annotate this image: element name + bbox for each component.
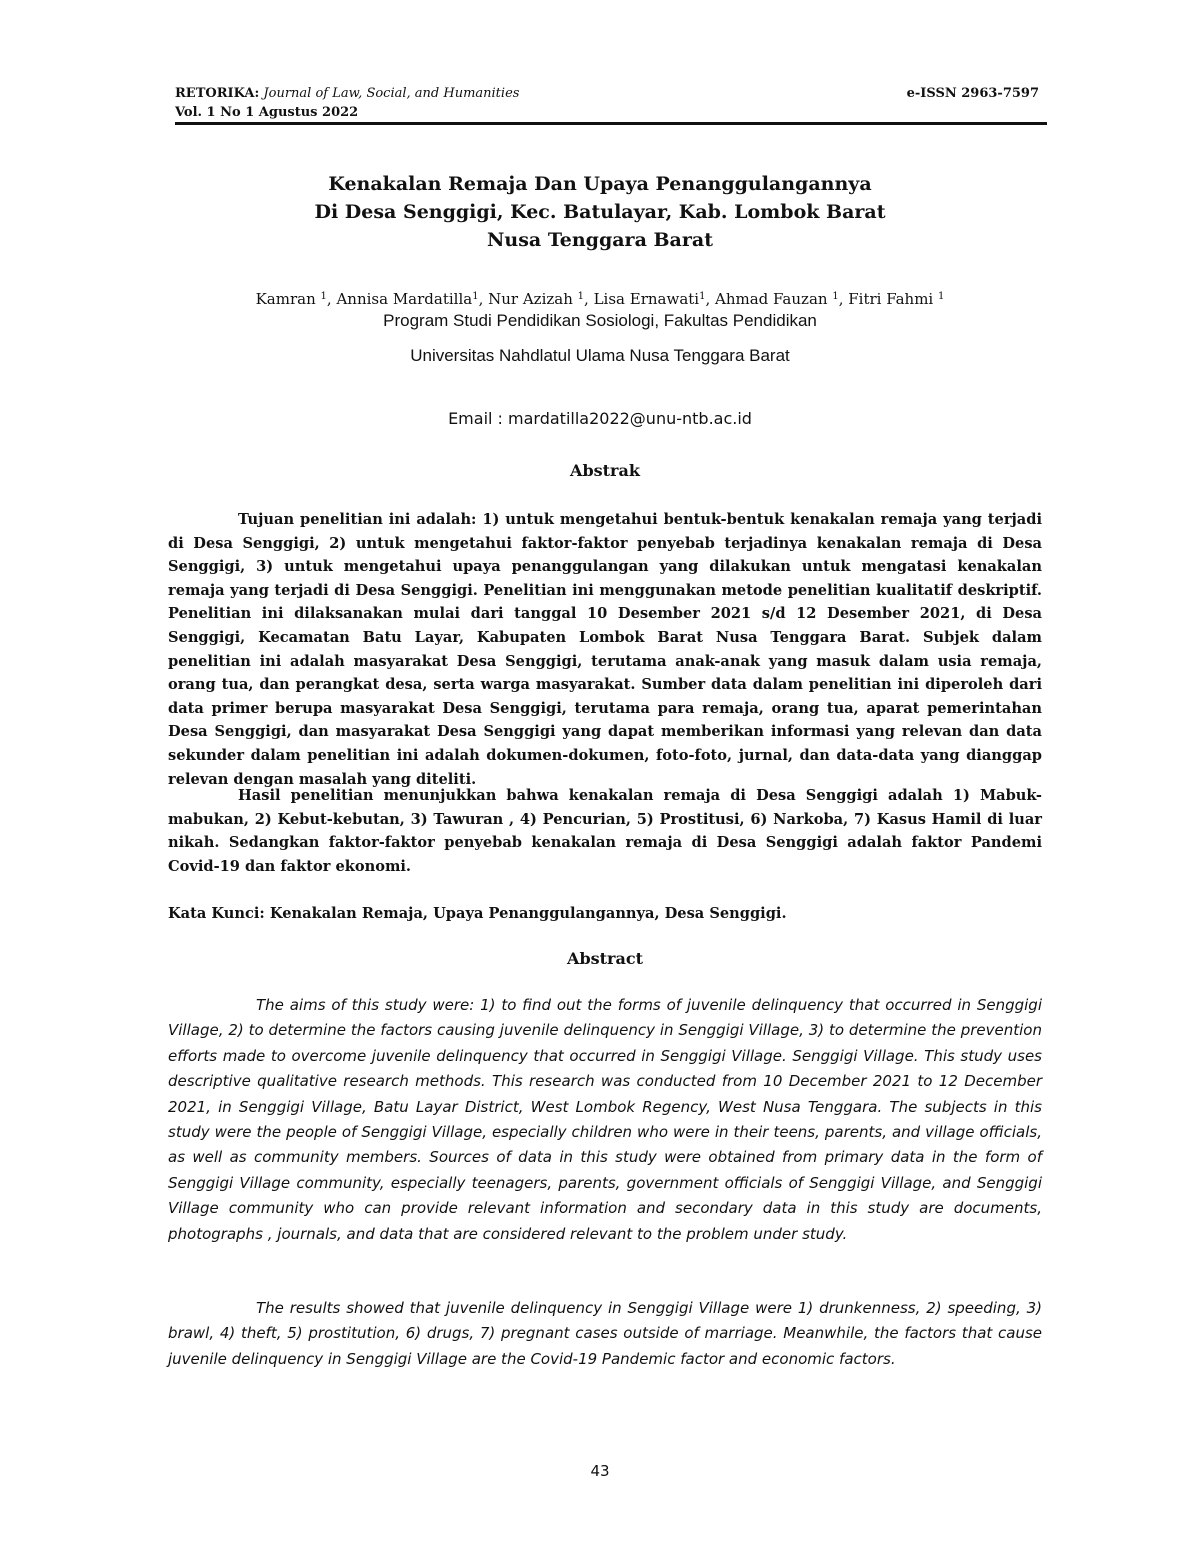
abstract-paragraph-1: The aims of this study were: 1) to find out the forms of juvenile delinquency that occurred in Senggigi Village, 2) to determine the factors causing juvenile delinquency in Senggigi Village, 3) to determine the prevention efforts made to overcome juvenile delinquency that occurred in Senggigi Village. Senggigi Village. This study uses descriptive qualitative research methods. This research was conducted from 10 December 2021 to 12 December 2021, in Senggigi Village, Batu Layar District, West Lombok Regency, West Nusa Tenggara. The subjects in this study were the people of Senggigi Village, especially children who were in their teens, parents, and village officials, as well as community members. Sources of data in this study were obtained from primary data in the form of Senggigi Village community, especially teenagers, parents, government officials of Senggigi Village, and Senggigi Village community who can provide relevant information and secondary data in this study are documents, photographs , journals, and data that are considered relevant to the problem under study.	[168, 996, 1042, 1243]
author: Annisa Mardatilla$^1$	[336, 290, 479, 308]
title-line-1: Kenakalan Remaja Dan Upaya Penanggulangannya	[328, 173, 872, 195]
author-list: Kamran $^1$, Annisa Mardatilla$^1$, Nur Azizah $^1$, Lisa Ernawati$^1$, Ahmad Fauzan $^1$, Fitri Fahmi $^1$	[255, 290, 945, 308]
author: Ahmad Fauzan $^1$	[715, 290, 839, 308]
abstrak-paragraph-1: Tujuan penelitian ini adalah: 1) untuk mengetahui bentuk-bentuk kenakalan remaja yang terjadi di Desa Senggigi, 2) untuk mengetahui faktor-faktor penyebab terjadinya kenakalan remaja di Desa Senggigi, 3) untuk mengetahui upaya penanggulangan yang dilakukan untuk mengatasi kenakalan remaja yang terjadi di Desa Senggigi. Penelitian ini menggunakan metode penelitian kualitatif deskriptif. Penelitian ini dilaksanakan mulai dari tanggal 10 Desember 2021 s/d 12 Desember 2021, di Desa Senggigi, Kecamatan Batu Layar, Kabupaten Lombok Barat Nusa Tenggara Barat. Subjek dalam penelitian ini adalah masyarakat Desa Senggigi, terutama anak-anak yang masuk dalam usia remaja, orang tua, dan perangkat desa, serta warga masyarakat. Sumber data dalam penelitian ini diperoleh dari data primer berupa masyarakat Desa Senggigi, terutama para remaja, orang tua, aparat pemerintahan Desa Senggigi, dan masyarakat Desa Senggigi yang dapat memberikan informasi yang relevan dan data sekunder dalam penelitian ini adalah dokumen-dokumen, foto-foto, jurnal, dan data-data yang dianggap relevan dengan masalah yang diteliti.	[168, 511, 1042, 788]
contact-email: Email : mardatilla2022@unu-ntb.ac.id	[448, 409, 752, 428]
abstract-paragraph-2: The results showed that juvenile delinquency in Senggigi Village were 1) drunkenness, 2) speeding, 3) brawl, 4) theft, 5) prostitution, 6) drugs, 7) pregnant cases outside of marriage. Meanwhile, the factors that cause juvenile delinquency in Senggigi Village are the Covid-19 Pandemic factor and economic factors.	[168, 1299, 1042, 1368]
page-number: 43	[590, 1462, 610, 1480]
header-divider	[175, 122, 1047, 125]
affiliation-university: Universitas Nahdlatul Ulama Nusa Tenggara Barat	[410, 346, 790, 365]
author: Nur Azizah $^1$	[488, 290, 585, 308]
journal-name: RETORIKA:	[175, 86, 260, 101]
title-line-3: Nusa Tenggara Barat	[487, 229, 713, 251]
author: Lisa Ernawati$^1$	[593, 290, 706, 308]
running-header	[175, 84, 1047, 122]
keywords: Kata Kunci: Kenakalan Remaja, Upaya Penanggulangannya, Desa Senggigi.	[168, 905, 787, 922]
abstrak-paragraph-2: Hasil penelitian menunjukkan bahwa kenakalan remaja di Desa Senggigi adalah 1) Mabuk-mabukan, 2) Kebut-kebutan, 3) Tawuran , 4) Pencurian, 5) Prostitusi, 6) Narkoba, 7) Kasus Hamil di luar nikah. Sedangkan faktor-faktor penyebab kenakalan remaja di Desa Senggigi adalah faktor Pandemi Covid-19 dan faktor ekonomi.	[168, 787, 1042, 875]
journal-subtitle: Journal of Law, Social, and Humanities	[263, 86, 520, 101]
abstract-heading: Abstract	[567, 949, 643, 968]
volume-info: Vol. 1 No 1 Agustus 2022	[175, 105, 359, 120]
author: Fitri Fahmi $^1$	[848, 290, 945, 308]
author: Kamran $^1$	[255, 290, 327, 308]
issn: e-ISSN 2963-7597	[906, 86, 1039, 101]
abstrak-heading: Abstrak	[570, 461, 640, 480]
paper-title	[175, 170, 1025, 254]
title-line-2: Di Desa Senggigi, Kec. Batulayar, Kab. Lombok Barat	[314, 201, 886, 223]
affiliation-program: Program Studi Pendidikan Sosiologi, Fakultas Pendidikan	[383, 311, 817, 330]
